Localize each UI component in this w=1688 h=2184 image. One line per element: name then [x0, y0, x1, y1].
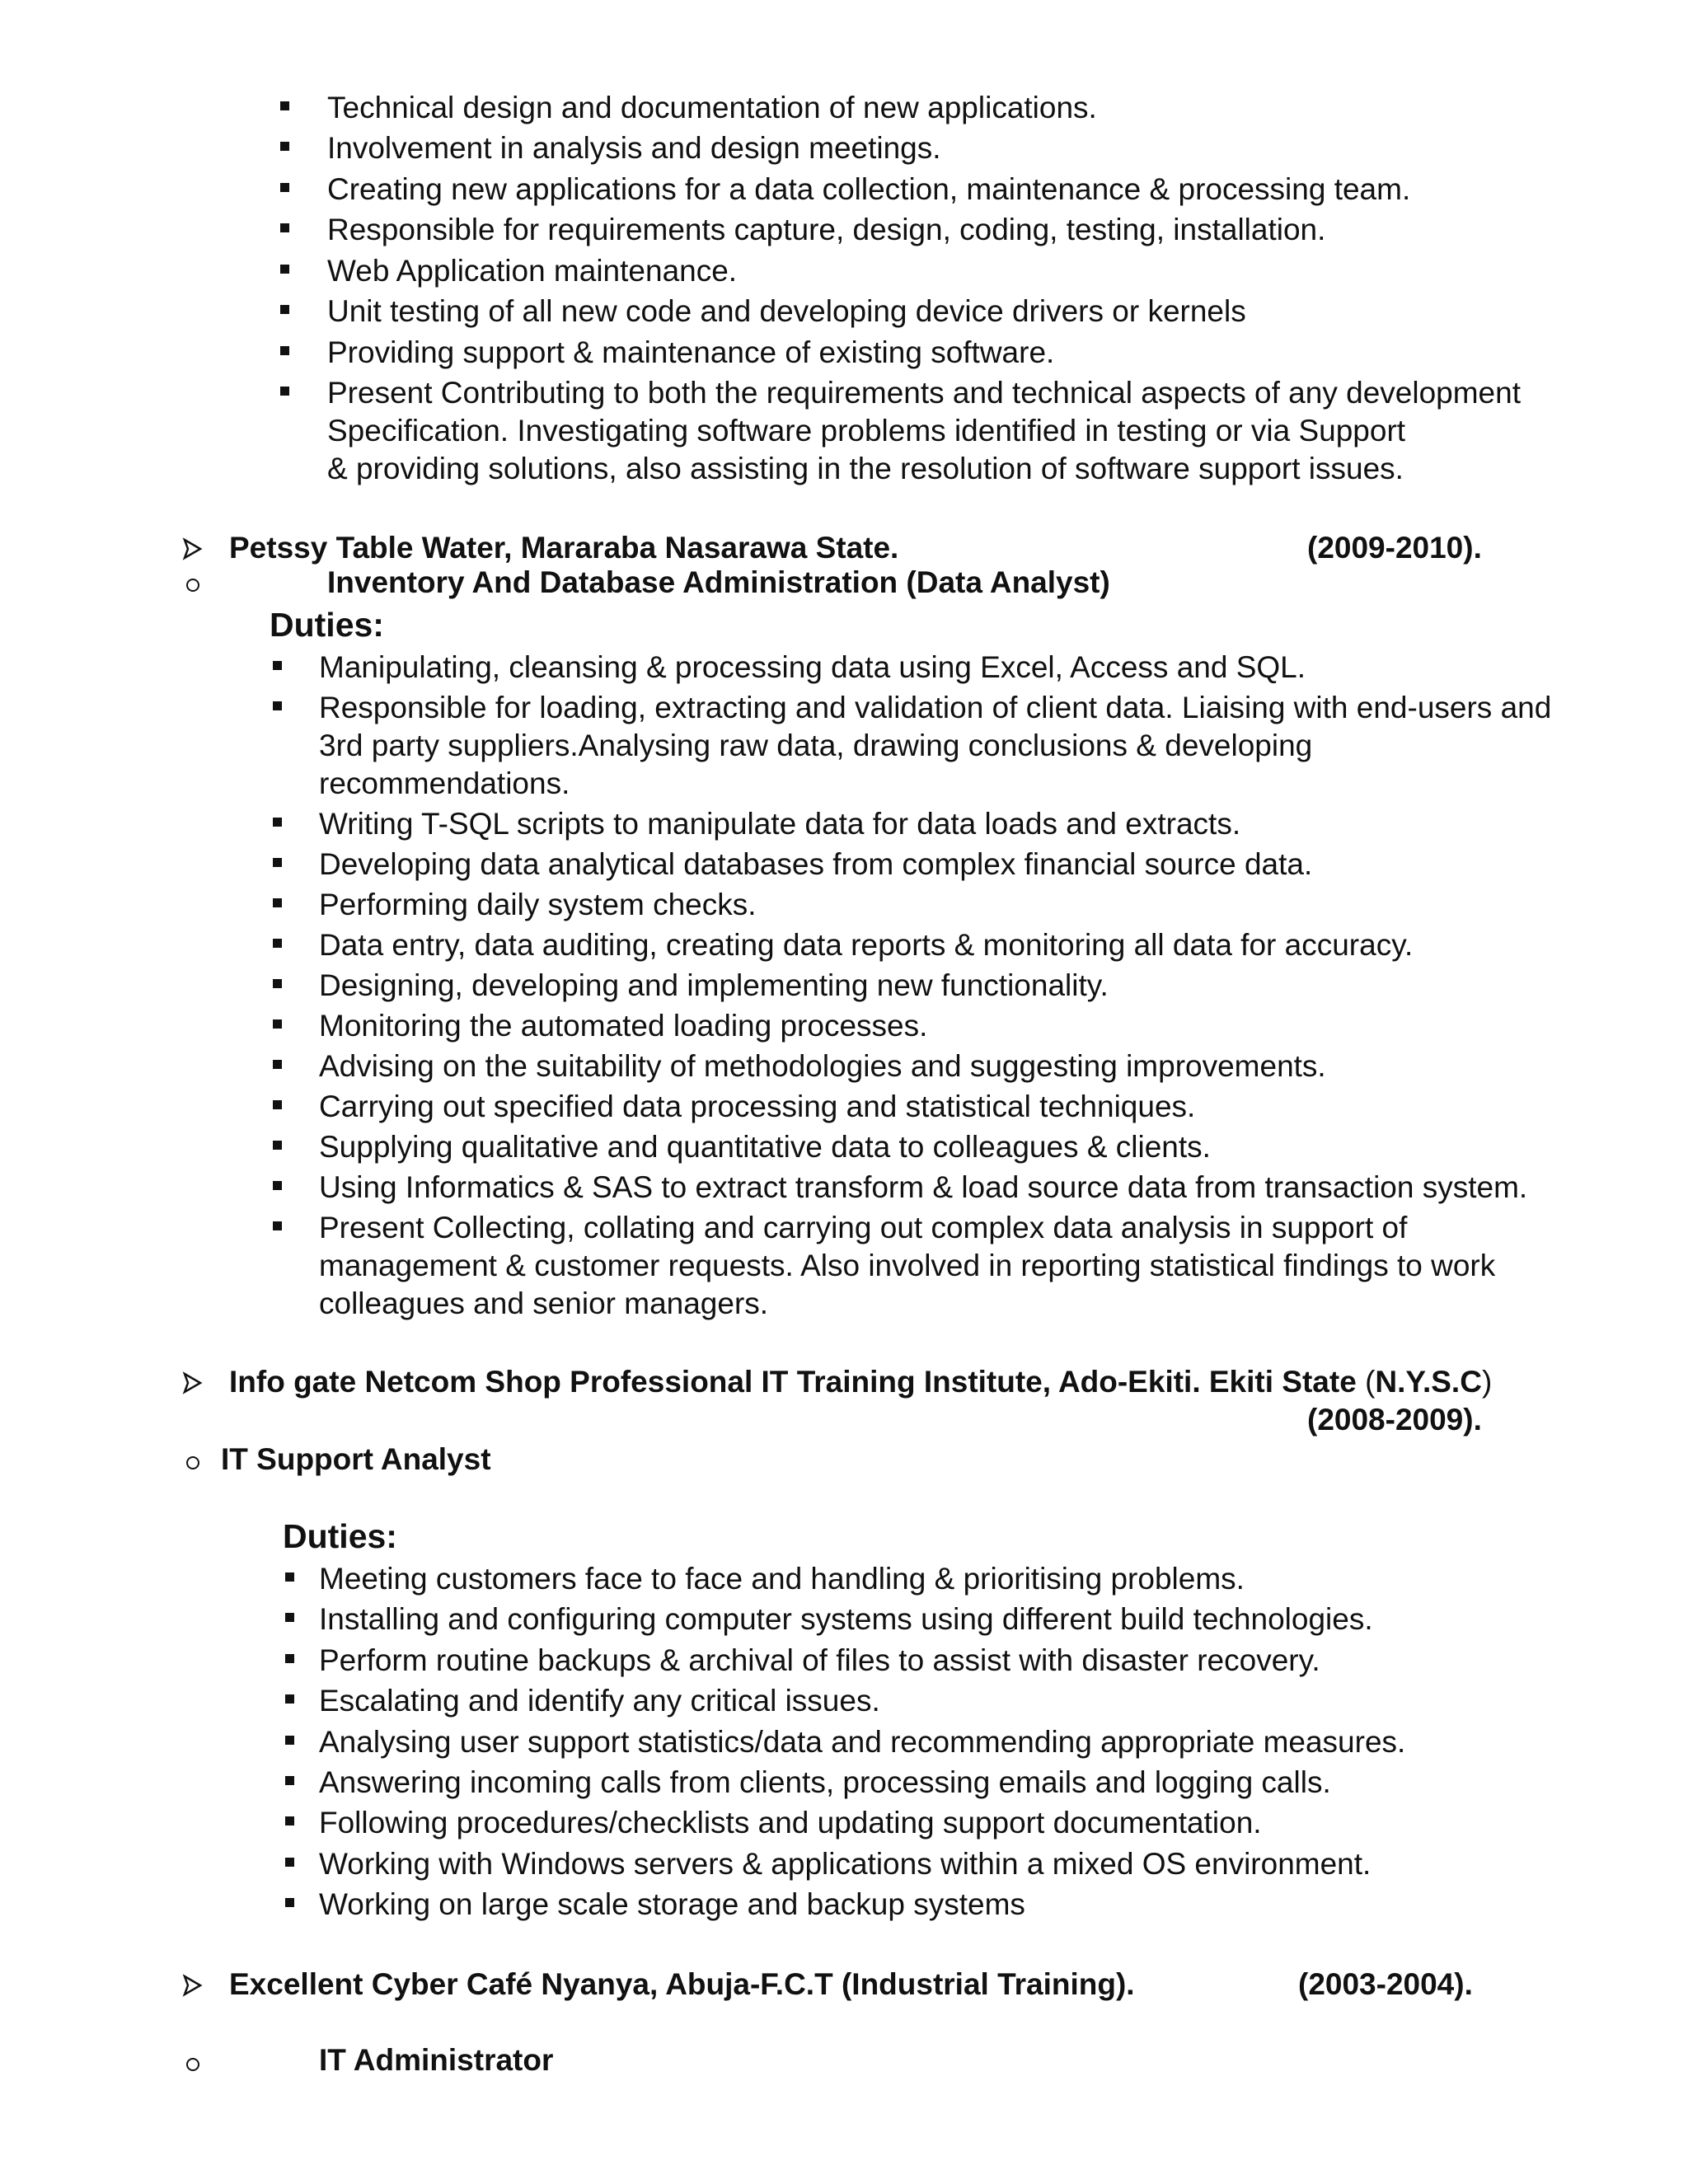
square-bullet-icon: [280, 142, 289, 151]
duty-text: Advising on the suitability of methodologies and suggesting improvements.: [319, 1049, 1326, 1083]
duty-text: Responsible for requirements capture, design, coding, testing, installation.: [327, 213, 1326, 246]
employer-name: Petssy Table Water, Mararaba Nasarawa State.: [229, 531, 899, 565]
duty-text: Creating new applications for a data collection, maintenance & processing team.: [327, 172, 1411, 206]
employer-name: Excellent Cyber Café Nyanya, Abuja-F.C.T (Industrial Training).: [229, 1967, 1135, 2001]
duty-text: Unit testing of all new code and developing device drivers or kernels: [327, 294, 1246, 328]
duty-text-continued: Specification. Investigating software problems identified in testing or via Support: [327, 414, 1406, 448]
square-bullet-icon: [280, 183, 289, 192]
circle-bullet-icon: [186, 1456, 199, 1469]
duty-text-continued: & providing solutions, also assisting in the resolution of software support issues.: [327, 452, 1404, 485]
square-bullet-icon: [285, 1898, 294, 1907]
square-bullet-icon: [280, 305, 289, 314]
nysc-label: N.Y.S.C: [1375, 1365, 1482, 1399]
duty-text: Designing, developing and implementing new functionality.: [319, 968, 1109, 1002]
square-bullet-icon: [273, 1141, 282, 1150]
square-bullet-icon: [280, 387, 289, 396]
duty-text: Using Informatics & SAS to extract transform & load source data from transaction system.: [319, 1170, 1528, 1204]
job-role: Inventory And Database Administration (Data Analyst): [327, 565, 1110, 599]
duty-text: Manipulating, cleansing & processing data using Excel, Access and SQL.: [319, 650, 1306, 684]
square-bullet-icon: [273, 898, 282, 907]
square-bullet-icon: [285, 1858, 294, 1867]
duty-text-continued: management & customer requests. Also involved in reporting statistical findings to work: [319, 1249, 1496, 1282]
square-bullet-icon: [273, 1100, 282, 1109]
paren-close: ): [1481, 1365, 1493, 1399]
square-bullet-icon: [273, 858, 282, 867]
duties-heading: Duties:: [270, 606, 384, 644]
employment-period: (2008-2009).: [1307, 1403, 1482, 1436]
duty-text: Performing daily system checks.: [319, 888, 757, 921]
square-bullet-icon: [273, 1019, 282, 1029]
duty-text: Involvement in analysis and design meetings.: [327, 131, 941, 165]
duty-text: Working with Windows servers & applications within a mixed OS environment.: [319, 1847, 1372, 1881]
square-bullet-icon: [285, 1654, 294, 1663]
square-bullet-icon: [273, 979, 282, 988]
square-bullet-icon: [285, 1694, 294, 1704]
duty-text: Analysing user support statistics/data and recommending appropriate measures.: [319, 1725, 1406, 1759]
square-bullet-icon: [285, 1613, 294, 1622]
duty-text: Technical design and documentation of new applications.: [327, 91, 1097, 124]
duty-text: Providing support & maintenance of existing software.: [327, 335, 1055, 369]
duty-text: Following procedures/checklists and updating support documentation.: [319, 1806, 1262, 1840]
square-bullet-icon: [273, 939, 282, 948]
duty-text: Web Application maintenance.: [327, 254, 738, 288]
square-bullet-icon: [280, 346, 289, 355]
job-role: IT Administrator: [319, 2043, 554, 2077]
job-role: IT Support Analyst: [221, 1442, 491, 1476]
duty-text: Data entry, data auditing, creating data reports & monitoring all data for accuracy.: [319, 928, 1414, 962]
duty-text-continued: 3rd party suppliers.Analysing raw data, drawing conclusions & developing: [319, 729, 1313, 762]
square-bullet-icon: [285, 1816, 294, 1825]
square-bullet-icon: [285, 1736, 294, 1745]
duty-text-continued: colleagues and senior managers.: [319, 1286, 769, 1320]
square-bullet-icon: [273, 1060, 282, 1069]
duty-text-continued: recommendations.: [319, 766, 570, 800]
square-bullet-icon: [280, 101, 289, 110]
employment-period: (2003-2004).: [1298, 1967, 1473, 2001]
arrow-bullet-icon: [180, 1371, 204, 1395]
duty-text: Escalating and identify any critical issues.: [319, 1684, 880, 1718]
duty-text: Carrying out specified data processing and statistical techniques.: [319, 1090, 1196, 1123]
square-bullet-icon: [273, 1181, 282, 1190]
duty-text: Perform routine backups & archival of files to assist with disaster recovery.: [319, 1643, 1320, 1677]
employer-name: Info gate Netcom Shop Professional IT Training Institute, Ado-Ekiti. Ekiti State: [229, 1365, 1357, 1399]
square-bullet-icon: [273, 701, 282, 710]
square-bullet-icon: [280, 223, 289, 232]
duty-text: Writing T-SQL scripts to manipulate data for data loads and extracts.: [319, 807, 1241, 841]
square-bullet-icon: [285, 1776, 294, 1785]
duty-text: Working on large scale storage and backup systems: [319, 1887, 1025, 1921]
employment-period: (2009-2010).: [1307, 531, 1482, 565]
square-bullet-icon: [280, 265, 289, 274]
paren-open: (: [1365, 1365, 1376, 1399]
square-bullet-icon: [273, 661, 282, 670]
duty-text: Supplying qualitative and quantitative data to colleagues & clients.: [319, 1130, 1211, 1164]
duty-text: Responsible for loading, extracting and validation of client data. Liaising with end-users and: [319, 691, 1552, 724]
duty-text: Meeting customers face to face and handling & prioritising problems.: [319, 1562, 1245, 1596]
square-bullet-icon: [273, 818, 282, 827]
duty-text: Monitoring the automated loading processes.: [319, 1009, 928, 1043]
duty-text: Present Collecting, collating and carrying out complex data analysis in support of: [319, 1211, 1408, 1244]
arrow-bullet-icon: [180, 537, 204, 561]
arrow-bullet-icon: [180, 1973, 204, 1998]
circle-bullet-icon: [186, 579, 199, 592]
employer-line: [229, 1363, 1492, 1401]
duty-text: Present Contributing to both the requirements and technical aspects of any development: [327, 376, 1521, 410]
duties-heading: Duties:: [283, 1517, 397, 1555]
square-bullet-icon: [285, 1572, 294, 1582]
duty-text: Answering incoming calls from clients, processing emails and logging calls.: [319, 1765, 1331, 1799]
duty-text: Developing data analytical databases from complex financial source data.: [319, 847, 1313, 881]
circle-bullet-icon: [186, 2058, 199, 2071]
square-bullet-icon: [273, 1221, 282, 1230]
duty-text: Installing and configuring computer systems using different build technologies.: [319, 1602, 1373, 1636]
